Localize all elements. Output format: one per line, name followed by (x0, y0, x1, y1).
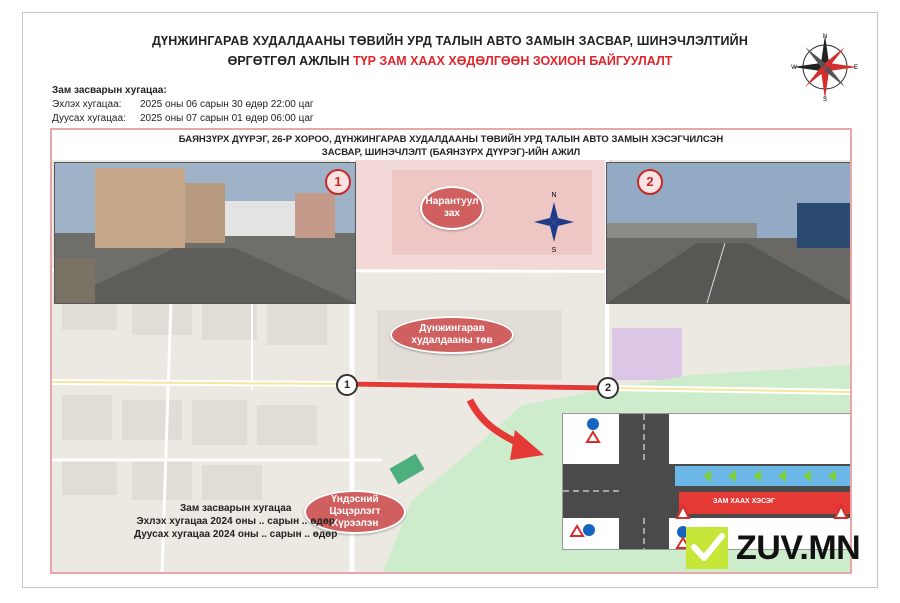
schedule-end-value: 2025 оны 07 сарын 01 өдөр 06:00 цаг (140, 113, 314, 124)
compass-s: S (822, 97, 828, 102)
road-closure-label: ЗАМ ХААХ ХЭСЭГ (713, 498, 775, 505)
legend-line3: Дуусах хугацаа 2024 оны .. сарын .. өдөр (134, 529, 338, 540)
street-photo-2 (606, 162, 852, 304)
place-dunjingarav[interactable]: Дүнжингарав худалдааны төв (390, 316, 514, 354)
schedule-end-row (52, 112, 314, 126)
map-compass-n: N (551, 192, 557, 199)
legend-line1: Зам засварын хугацаа (180, 503, 292, 514)
closure-end-marker[interactable]: 2 (597, 377, 619, 399)
zuv-logo (686, 525, 876, 571)
watermark-text: ZUV.MN (736, 529, 861, 567)
legend-line2: Эхлэх хугацаа 2024 оны .. сарын .. өдөр (136, 516, 335, 527)
schedule-start-row (52, 98, 314, 112)
place-narantuul[interactable]: Нарантуул зах (420, 186, 484, 230)
photo1-badge: 1 (325, 169, 351, 195)
panel-title-line1: БАЯНЗҮРХ ДҮҮРЭГ, 26-Р ХОРОО, ДҮНЖИНГАРАВ ХУДАЛДААНЫ ТӨВИЙН УРД ТАЛЫН АВТО ЗАМЫН ХЭСЭГЧИЛСЭН (178, 134, 724, 145)
closure-start-marker[interactable]: 1 (336, 374, 358, 396)
schedule-start-value: 2025 оны 06 сарын 30 өдөр 22:00 цаг (140, 99, 314, 110)
schedule-start-label: Эхлэх хугацаа: (52, 99, 122, 110)
photo2-badge: 2 (637, 169, 663, 195)
compass-n: N (822, 34, 828, 40)
title-red-part: ТҮР ЗАМ ХААХ ХӨДӨЛГӨӨН ЗОХИОН БАЙГУУЛАЛТ (353, 54, 673, 68)
compass-rose-icon (790, 32, 860, 102)
map-panel (50, 128, 852, 574)
panel-title-line2: ЗАСВАР, ШИНЭЧЛЭЛТ (БАЯНЗҮРХ ДҮҮРЭГ)-ИЙН АЖИЛ (321, 147, 581, 158)
schedule-heading: Зам засварын хугацаа: (52, 85, 167, 96)
schedule-block (52, 84, 314, 126)
compass-e: E (853, 65, 859, 71)
page-title-line2 (120, 54, 780, 68)
map-legend (134, 502, 337, 541)
map-compass-s: S (551, 247, 557, 254)
place-national-park[interactable]: Үндэсний Цэцэрлэгт Хүрээлэн (304, 490, 406, 534)
checkmark-icon (686, 527, 728, 569)
street-photo-1 (54, 162, 356, 304)
title-black-part: ӨРГӨТГӨЛ АЖЛЫН (227, 54, 354, 68)
panel-title (52, 130, 850, 160)
compass-w: W (791, 65, 797, 71)
page-title-line1: ДҮНЖИНГАРАВ ХУДАЛДААНЫ ТӨВИЙН УРД ТАЛЫН АВТО ЗАМЫН ЗАСВАР, ШИНЭЧЛЭЛТИЙН (151, 34, 749, 48)
schedule-end-label: Дуусах хугацаа: (52, 113, 126, 124)
